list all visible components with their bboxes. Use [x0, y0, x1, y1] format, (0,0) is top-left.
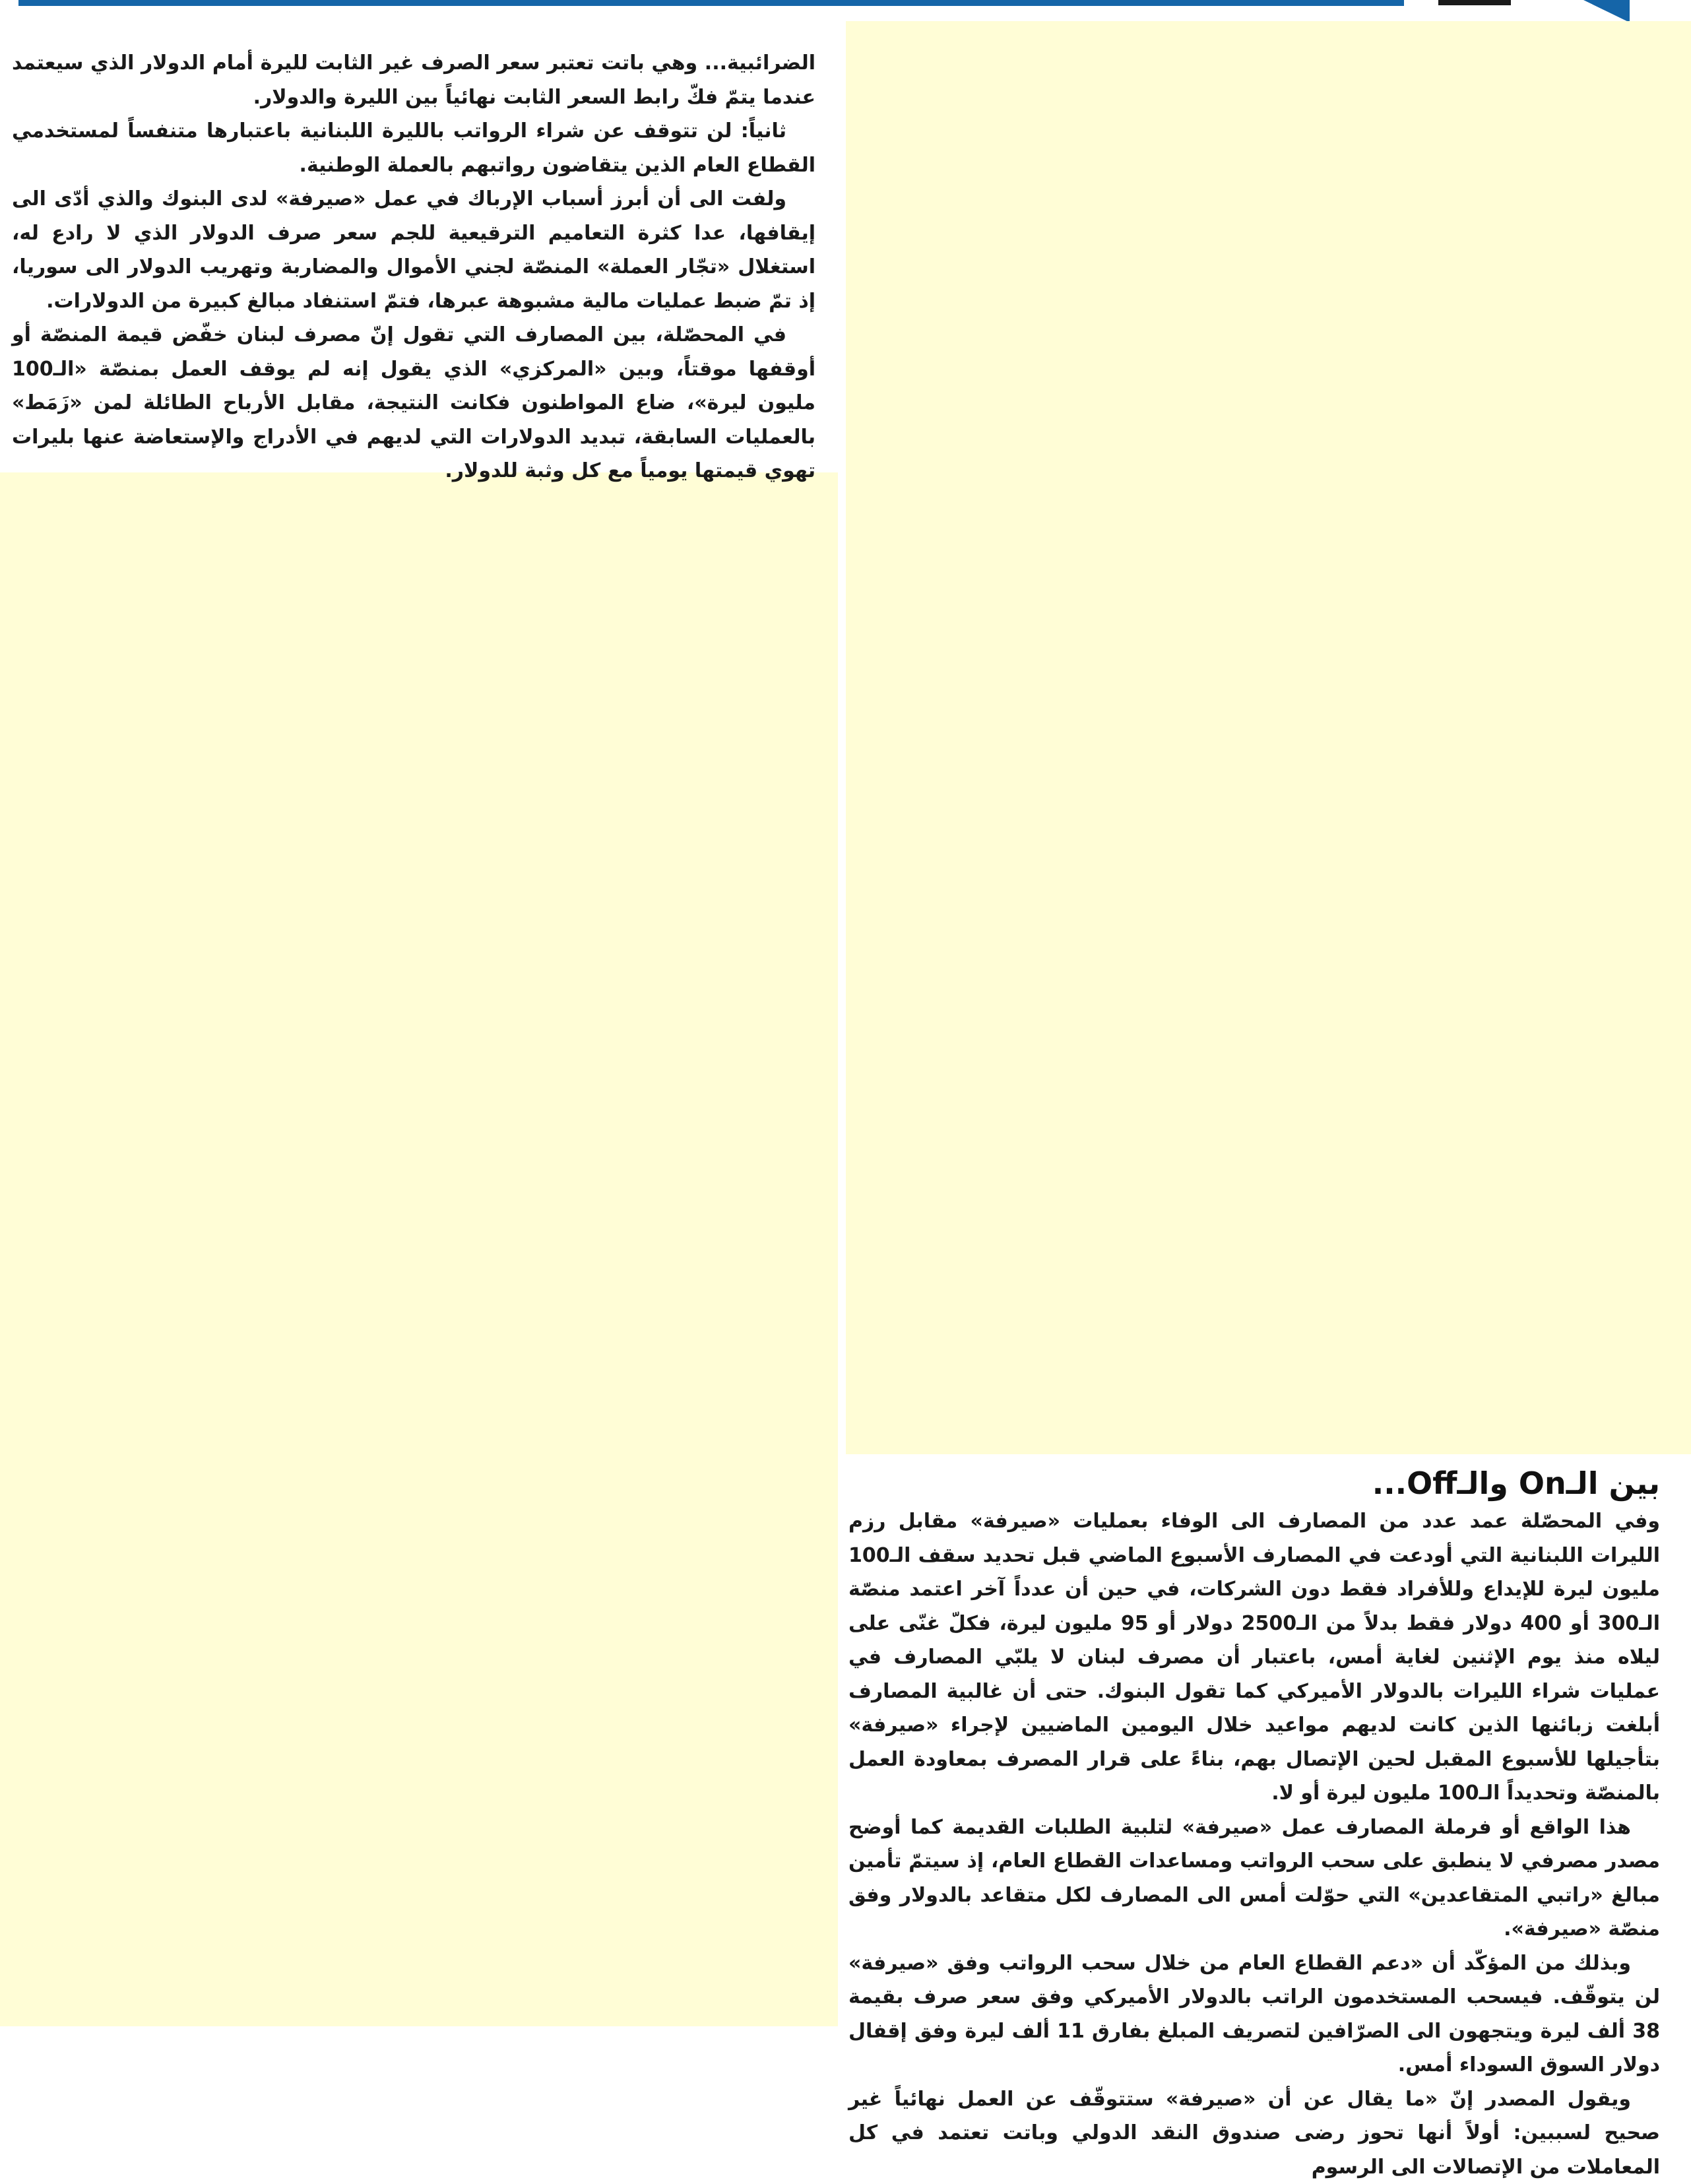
article-paragraph: هذا الواقع أو فرملة المصارف عمل «صيرفة» لتلبية الطلبات القديمة كما أوضح مصدر مصرفي لا ينطبق على سحب الرواتب ومساعدات القطاع العام، إذ سيتمّ تأمين مبالغ «راتبي المتقاعدين» التي حوّلت أمس الى المصارف لكل متقاعد بالدولار وفق منصّة «صيرفة». — [848, 1811, 1660, 1946]
empty-panel-left — [0, 472, 838, 2026]
article-paragraph: ثانياً: لن تتوقف عن شراء الرواتب بالليرة اللبنانية باعتبارها متنفساً لمستخدمي القطاع العام الذين يتقاضون رواتبهم بالعملة الوطنية. — [12, 114, 815, 182]
empty-panel-right — [846, 21, 1691, 1454]
section-header-bar — [18, 0, 1404, 6]
article-paragraph: ويقول المصدر إنّ «ما يقال عن أن «صيرفة» ستتوقّف عن العمل نهائياً غير صحيح لسببين: أولاً أنها تحوز رضى صندوق النقد الدولي وباتت تعتمد في كل المعاملات من الإتصالات الى الرسوم — [848, 2082, 1660, 2184]
section-tab-decoration — [1432, 0, 1630, 22]
article-paragraph: في المحصّلة، بين المصارف التي تقول إنّ مصرف لبنان خفّض قيمة المنصّة أو أوقفها موقتاً، وبين «المركزي» الذي يقول إنه لم يوقف العمل بمنصّة «الـ100 مليون ليرة»، ضاع المواطنون فكانت النتيجة، مقابل الأرباح الطائلة لمن «زَمَط» بالعمليات السابقة، تبديد الدولارات التي لديهم في الأدراج والإستعاضة عنها بليرات تهوي قيمتها يومياً مع كل وثبة للدولار. — [12, 318, 815, 488]
article-subheading: بين الـOn والـOff... — [848, 1463, 1660, 1503]
article-paragraph: وبذلك من المؤكّد أن «دعم القطاع العام من خلال سحب الرواتب وفق «صيرفة» لن يتوقّف. فيسحب المستخدمون الراتب بالدولار الأميركي وفق سعر صرف بقيمة 38 ألف ليرة ويتجهون الى الصرّافين لتصريف المبلغ بفارق 11 ألف ليرة وفق إقفال دولار السوق السوداء أمس. — [848, 1946, 1660, 2082]
article-column-left — [12, 46, 815, 488]
article-column-right — [848, 1504, 1660, 2184]
article-paragraph: الضرائبية... وهي باتت تعتبر سعر الصرف غير الثابت لليرة أمام الدولار الذي سيعتمد عندما يتمّ فكّ رابط السعر الثابت نهائياً بين الليرة والدولار. — [12, 46, 815, 114]
article-paragraph: وفي المحصّلة عمد عدد من المصارف الى الوفاء بعمليات «صيرفة» مقابل رزم الليرات اللبنانية التي أودعت في المصارف الأسبوع الماضي قبل تحديد سقف الـ100 مليون ليرة للإيداع وللأفراد فقط دون الشركات، في حين أن عدداً آخر اعتمد منصّة الـ300 أو 400 دولار فقط بدلاً من الـ2500 دولار أو 95 مليون ليرة، فكلّ غنّى على ليلاه منذ يوم الإثنين لغاية أمس، باعتبار أن مصرف لبنان لا يلبّي المصارف في عمليات شراء الليرات بالدولار الأميركي كما تقول البنوك. حتى أن غالبية المصارف أبلغت زبائنها الذين كانت لديهم مواعيد خلال اليومين الماضيين لإجراء «صيرفة» بتأجيلها للأسبوع المقبل لحين الإتصال بهم، بناءً على قرار المصرف بمعاودة العمل بالمنصّة وتحديداً الـ100 مليون ليرة أو لا. — [848, 1504, 1660, 1811]
article-paragraph: ولفت الى أن أبرز أسباب الإرباك في عمل «صيرفة» لدى البنوك والذي أدّى الى إيقافها، عدا كثرة التعاميم الترقيعية للجم سعر صرف الدولار الذي لا رادع له، استغلال «تجّار العملة» المنصّة لجني الأموال والمضاربة وتهريب الدولار الى سوريا، إذ تمّ ضبط عمليات مالية مشبوهة عبرها، فتمّ استنفاد مبالغ كبيرة من الدولارات. — [12, 182, 815, 318]
